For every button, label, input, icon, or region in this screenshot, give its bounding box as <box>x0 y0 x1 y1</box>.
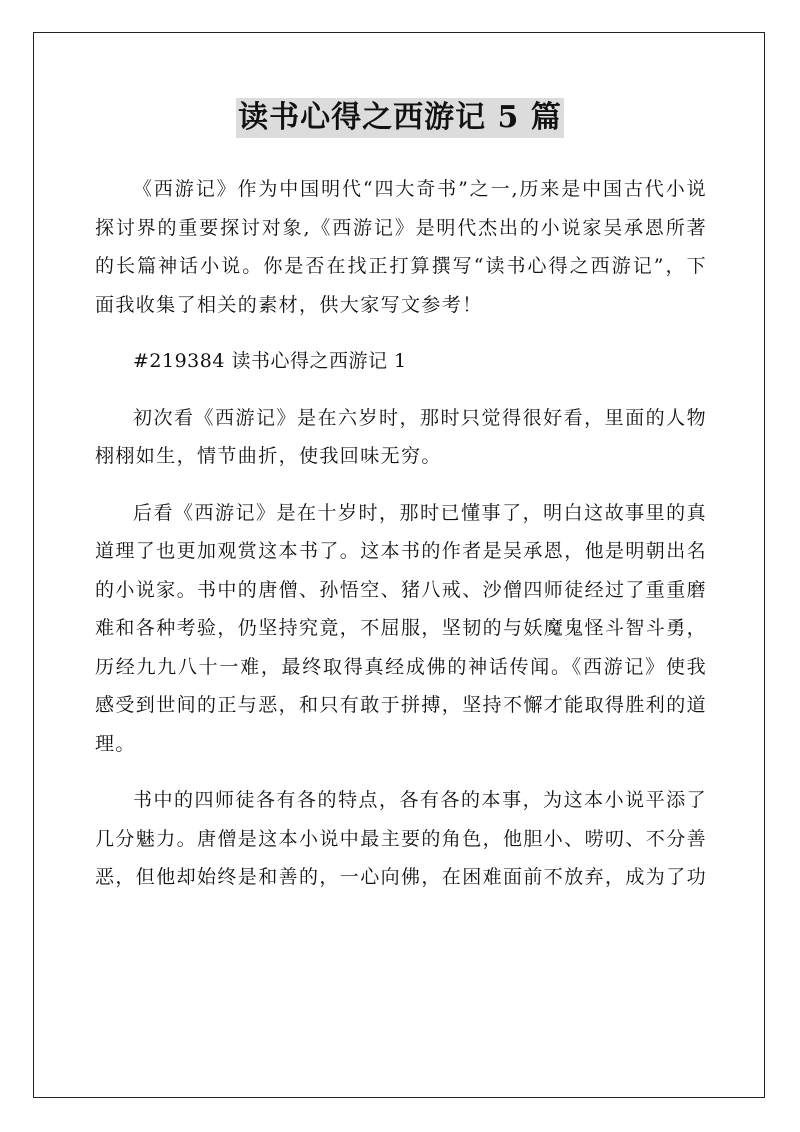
body-paragraph-3: 书中的四师徒各有各的特点，各有各的本事，为这本小说平添了几分魅力。唐僧是这本小说中最主要的角色，他胆小、唠叨、不分善恶，但他却始终是和善的，一心向佛，在困难面前不放弃，成为了功 <box>95 789 708 888</box>
intro-paragraph: 《西游记》作为中国明代“四大奇书”之一,历来是中国古代小说探讨界的重要探讨对象,《西游记》是明代杰出的小说家吴承恩所著的长篇神话小说。你是否在找正打算撰写“读书心得之西游记”，下面我收集了相关的素材，供大家写文参考！ <box>95 178 707 316</box>
body-paragraph-2: 后看《西游记》是在十岁时，那时已懂事了，明白这故事里的真道理了也更加观赏这本书了。这本书的作者是吴承恩，他是明朝出名的小说家。书中的唐僧、孙悟空、猪八戒、沙僧四师徒经过了重重磨难和各种考验，仍坚持究竟，不屈服，坚韧的与妖魔鬼怪斗智斗勇，历经九九八十一难，最终取得真经成佛的神话传闻。《西游记》使我感受到世间的正与恶，和只有敢于拼搏，坚持不懈才能取得胜利的道理。 <box>95 501 708 755</box>
section-heading: #219384 读书心得之西游记 1 <box>133 350 407 372</box>
document-title: 读书心得之西游记 5 篇 <box>236 98 564 138</box>
body-paragraph-1: 初次看《西游记》是在六岁时，那时只觉得很好看，里面的人物栩栩如生，情节曲折，使我回味无穷。 <box>95 406 707 467</box>
title-container <box>0 98 800 138</box>
document-body <box>95 170 707 915</box>
